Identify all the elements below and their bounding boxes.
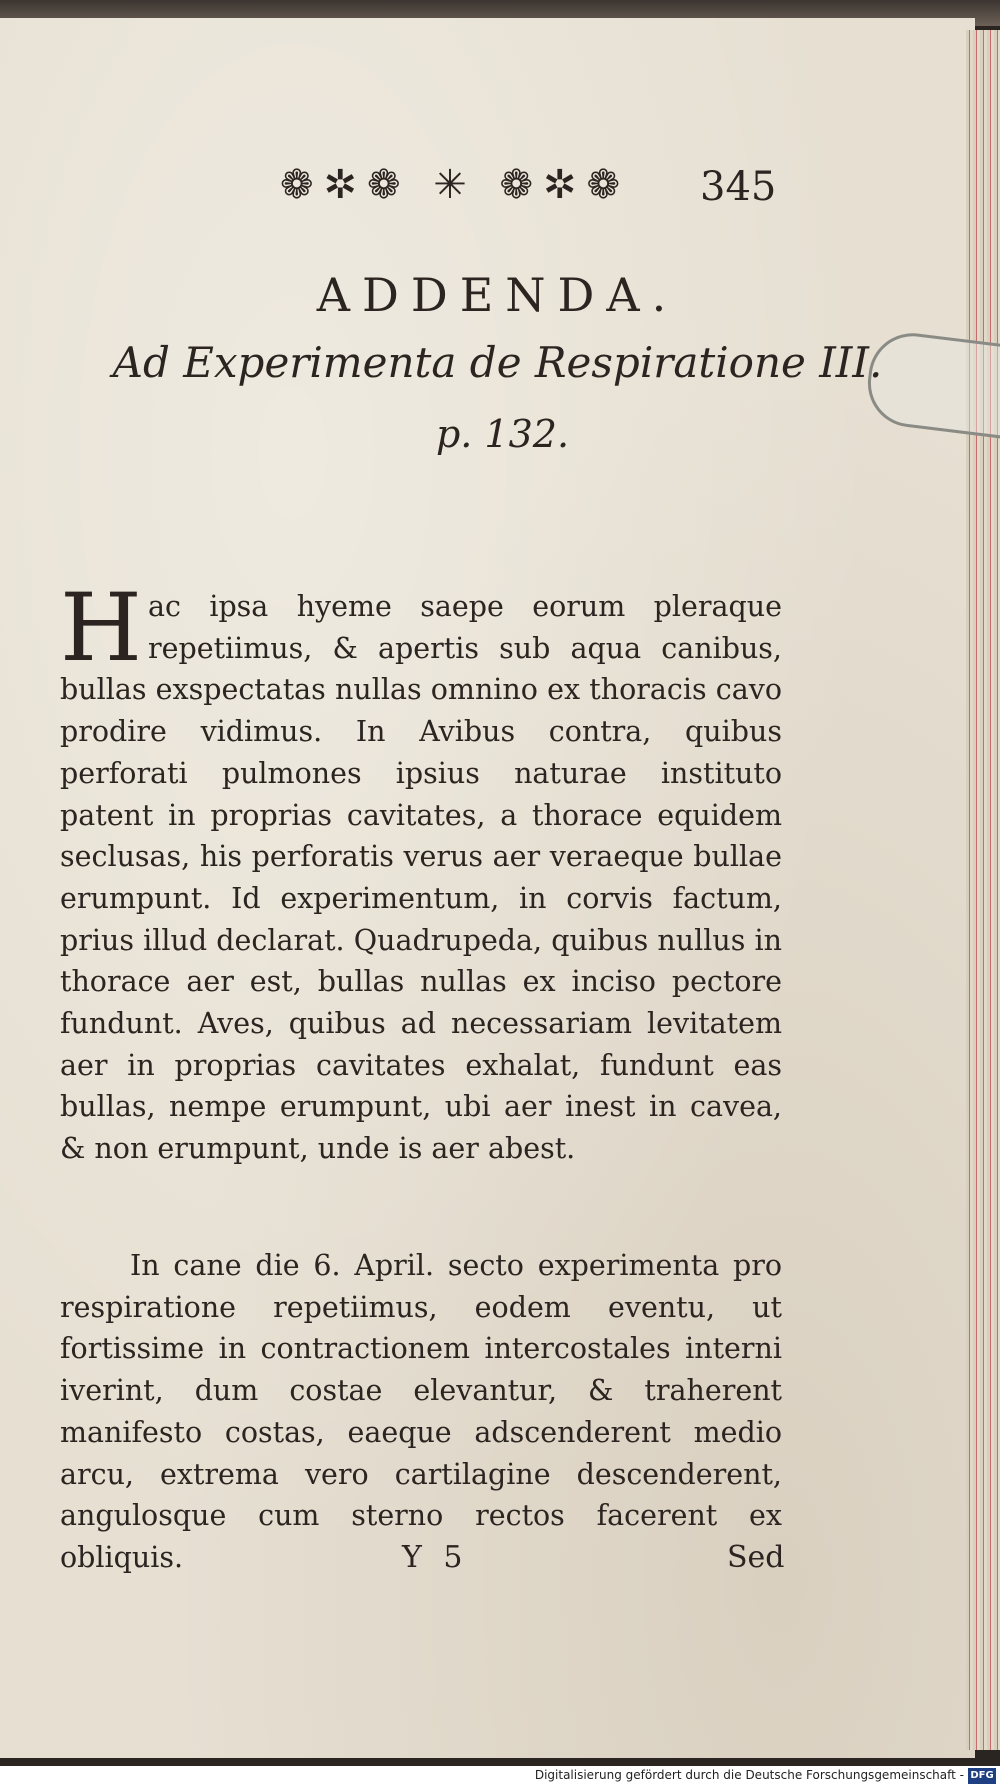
header-ornament: ❁✲❁ ✳ ❁✲❁: [280, 162, 631, 208]
signature-mark: Y 5: [402, 1540, 469, 1575]
catchword: Sed: [727, 1540, 785, 1575]
section-subheading: Ad Experimenta de Respiratione III.: [112, 338, 883, 387]
drop-cap: H: [60, 574, 142, 683]
page-reference: p. 132.: [435, 412, 570, 456]
dfg-logo-icon: DFG: [968, 1768, 996, 1784]
digitization-notice: Digitalisierung gefördert durch die Deutsche Forschungsgemeinschaft -: [534, 1768, 964, 1782]
page-number: 345: [700, 164, 777, 210]
paragraph-2: In cane die 6. April. secto experimenta pro respiratione repetiimus, eodem eventu, ut fortissime in contractionem intercostales interni iverint, dum costae elevantur, & traherent manifesto costas, eaeque adscenderent medio arcu, extrema vero cartilagine descenderent, angulosque cum sterno rectos facerent ex obliquis.: [60, 1249, 782, 1574]
paragraph-1: [60, 574, 782, 1170]
paragraph-1-text: ac ipsa hyeme saepe eorum pleraque repetiimus, & apertis sub aqua canibus, bullas exspectatas nullas omnino ex thoracis cavo prodire vidimus. In Avibus contra, quibus perforati pulmones ipsius naturae instituto patent in proprias cavitates, a thorace equidem seclusas, his perforatis verus aer veraeque bullae erumpunt. Id experimentum, in corvis factum, prius illud declarat. Quadrupeda, quibus nullus in thorace aer est, bullas nullas ex inciso pectore fundunt. Aves, quibus ad necessariam levitatem aer in proprias cavitates exhalat, fundunt eas bullas, nempe erumpunt, ubi aer inest in cavea, & non erumpunt, unde is aer abest.: [60, 590, 782, 1166]
section-heading: ADDENDA.: [316, 268, 679, 322]
